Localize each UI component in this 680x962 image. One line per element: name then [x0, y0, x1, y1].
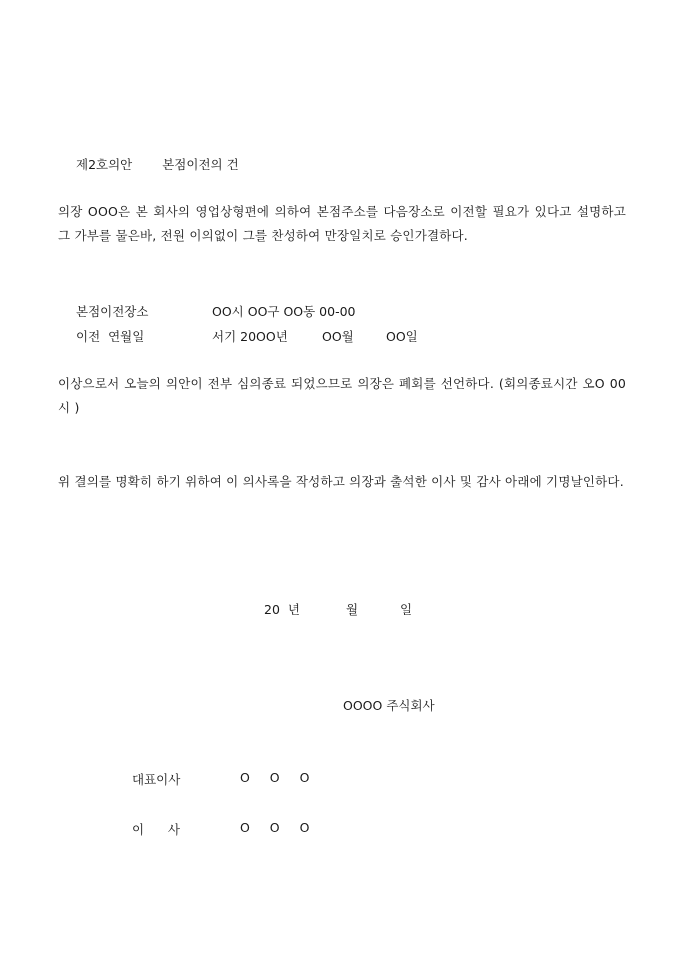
signature-title: 이 사	[132, 822, 180, 837]
detail-value: 서기 20OO년	[212, 329, 288, 344]
detail-value: OO시 OO구 OO동 00-00	[212, 304, 356, 319]
agenda-title: 본점이전의 건	[162, 157, 239, 172]
signature-name: O O O	[240, 820, 314, 835]
detail-row-location	[76, 302, 496, 322]
date-month: 월	[346, 602, 359, 617]
company-name: OOOO 주식회사	[343, 698, 435, 713]
detail-month: OO월	[322, 329, 354, 344]
detail-row-date	[76, 327, 496, 347]
signature-row-director	[132, 820, 372, 840]
detail-label: 이전 연월일	[76, 329, 145, 344]
detail-day: OO일	[386, 329, 418, 344]
signature-row-ceo	[132, 770, 372, 790]
signature-statement-paragraph: 위 결의를 명확히 하기 위하여 이 의사록을 작성하고 의장과 출석한 이사 및 감사 아래에 기명날인하다.	[58, 474, 624, 489]
agenda-heading	[76, 155, 239, 173]
date-day: 일	[400, 602, 413, 617]
signature-title: 대표이사	[132, 772, 181, 787]
closing-paragraph: 이상으로서 오늘의 의안이 전부 심의종료 되었으므로 의장은 폐회를 선언하다. (회의종료시간 오O 00시 )	[58, 376, 626, 415]
date-line	[264, 600, 464, 620]
signature-name: O O O	[240, 770, 314, 785]
resolution-paragraph: 의장 OOO은 본 회사의 영업상형편에 의하여 본점주소를 다음장소로 이전할 필요가 있다고 설명하고 그 가부를 물은바, 전원 이의없이 그를 찬성하여 만장일치로 승인가결하다.	[58, 204, 626, 243]
detail-label: 본점이전장소	[76, 304, 149, 319]
agenda-number: 제2호의안	[76, 157, 133, 172]
date-year: 20 년	[264, 602, 300, 617]
